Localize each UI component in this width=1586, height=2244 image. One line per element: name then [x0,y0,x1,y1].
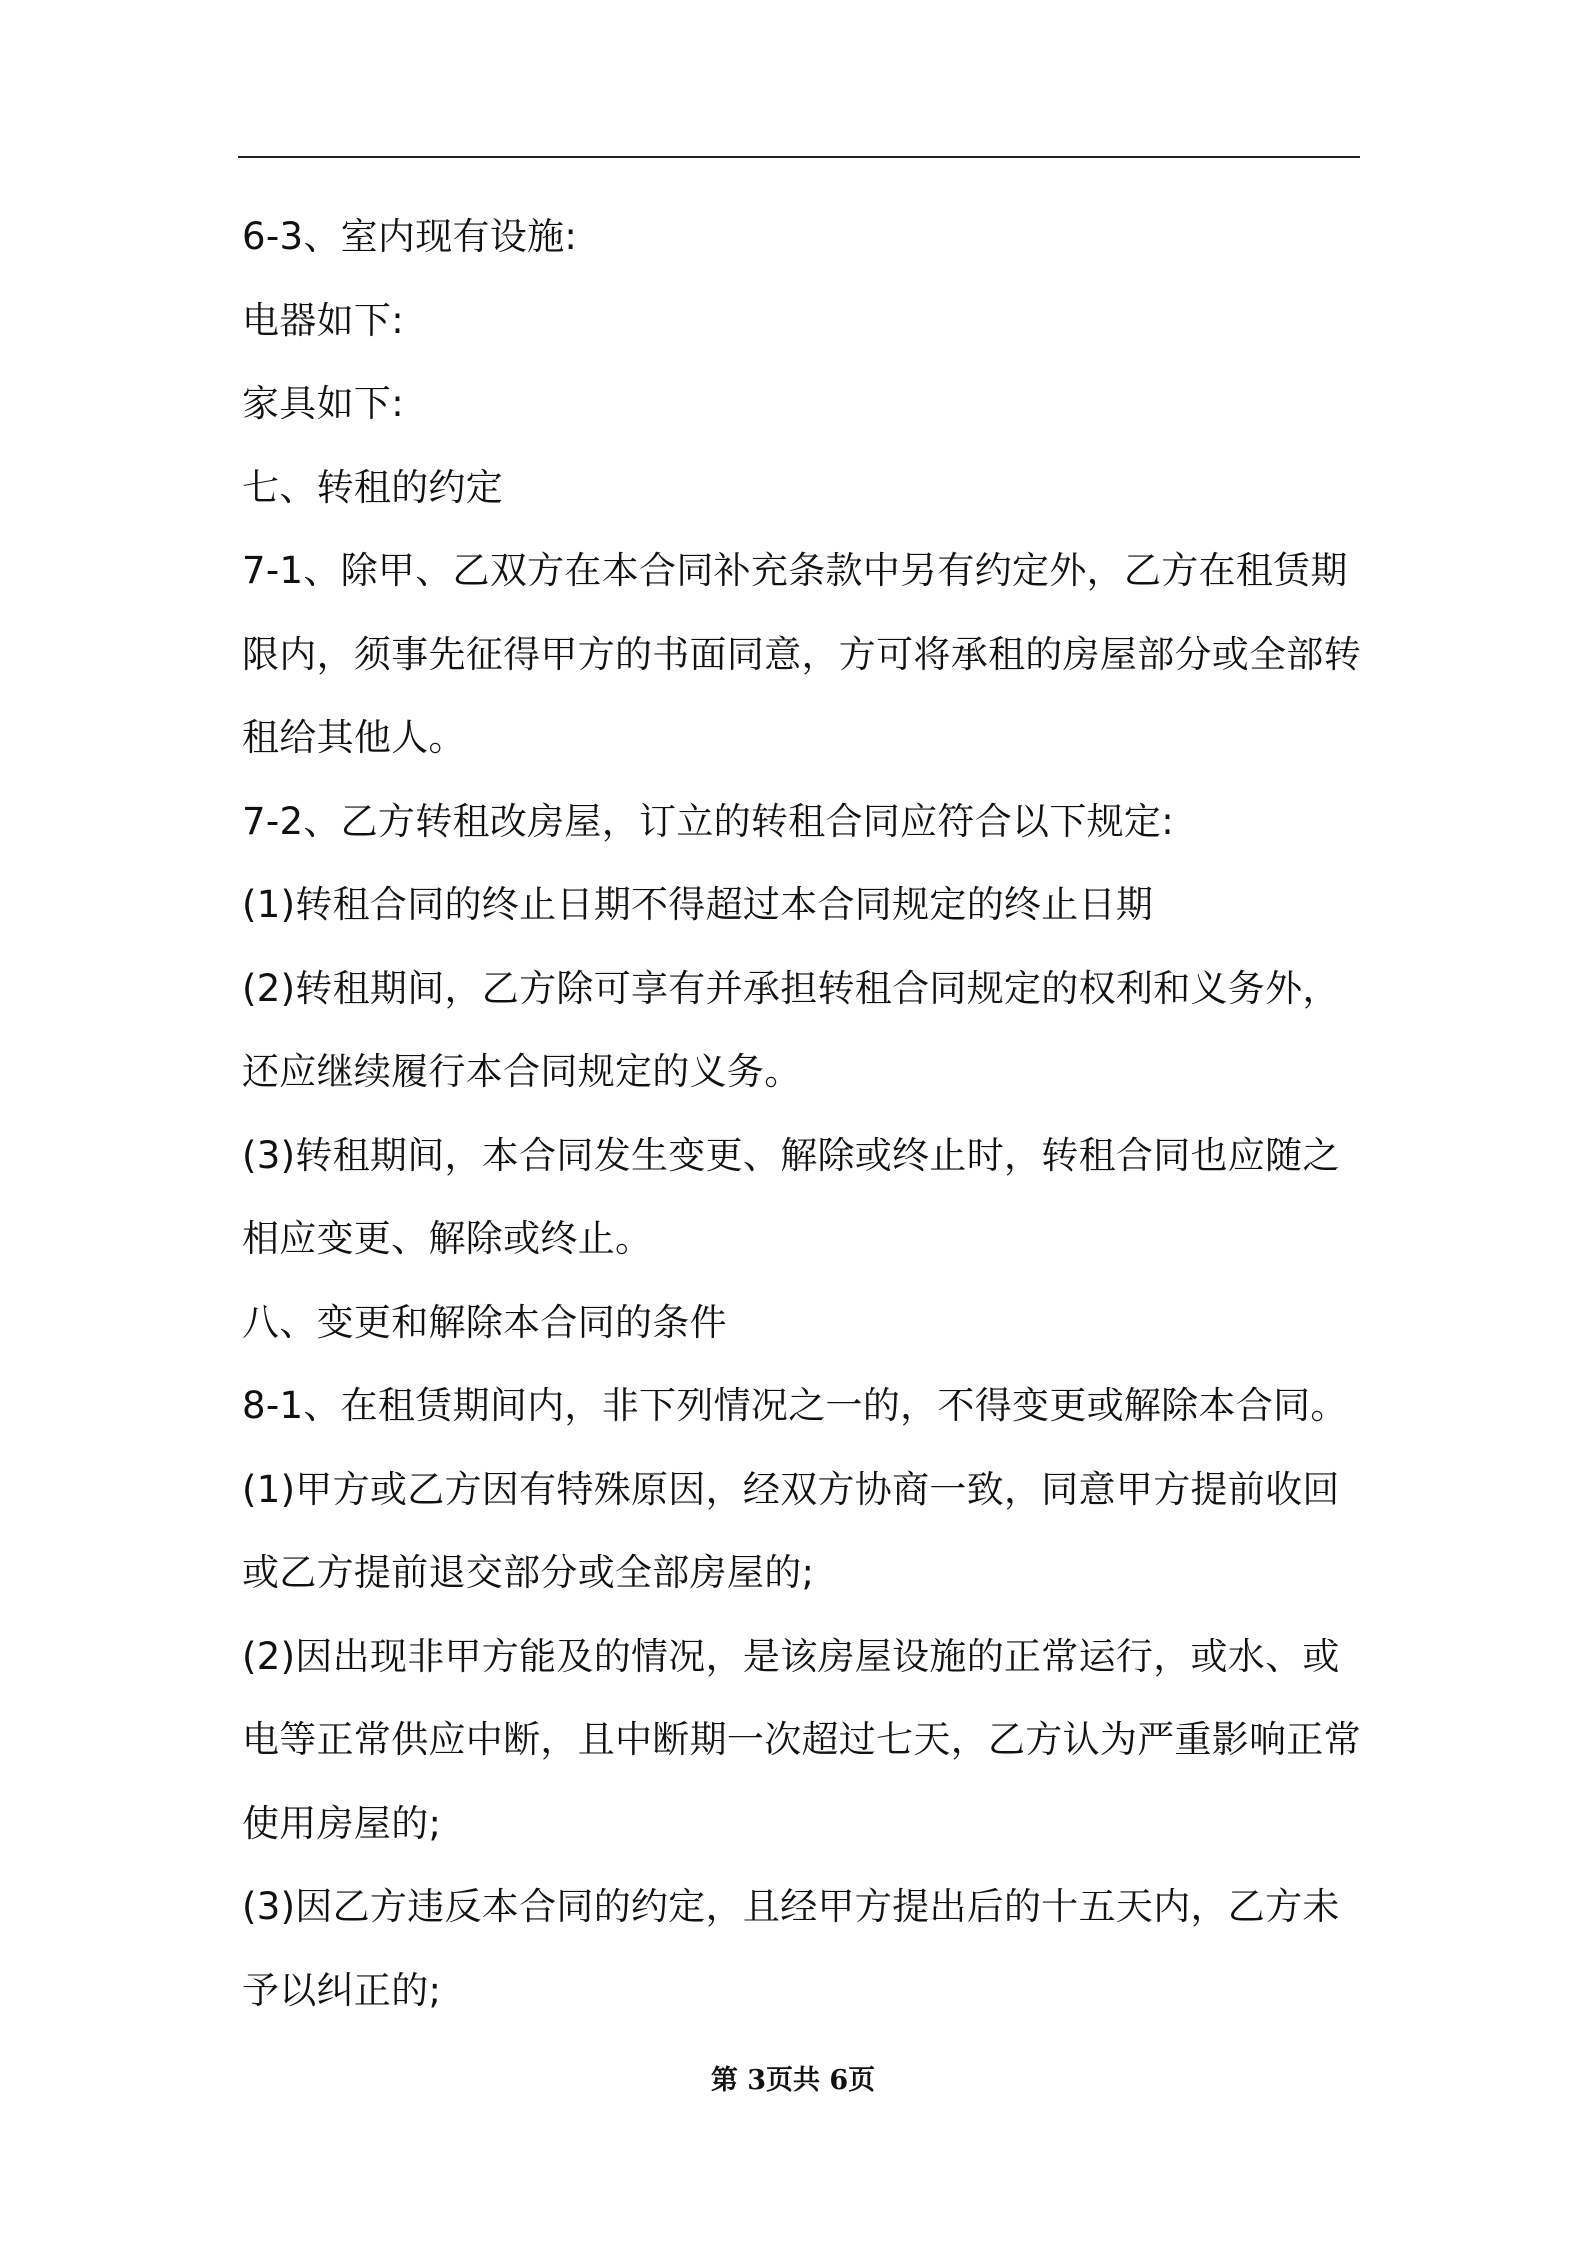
clause-8-1-item-3-line-2: 予以纠正的; [242,1968,442,2012]
clause-7-1-line-1: 7-1、除甲、乙双方在本合同补充条款中另有约定外，乙方在租赁期 [242,549,1348,592]
page-number: 第 3页共 6页 [710,2065,876,2096]
clause-7-2-item-3-line-2: 相应变更、解除或终止。 [242,1217,653,1260]
appliances-line: 电器如下: [242,298,404,342]
document-body [242,195,1364,2032]
clause-8-1-line-1: 8-1、在租赁期间内，非下列情况之一的，不得变更或解除本合同。 [242,1384,1348,1427]
clause-8-1-item-2-line-1: (2)因出现非甲方能及的情况，是该房屋设施的正常运行，或水、或 [242,1634,1340,1678]
clause-8-1-item-2-line-3: 使用房屋的; [242,1801,442,1845]
clause-7-2-item-1: (1)转租合同的终止日期不得超过本合同规定的终止日期 [242,883,1154,926]
clause-7-2-item-2-line-1: (2)转租期间，乙方除可享有并承担转租合同规定的权利和义务外， [242,966,1340,1010]
clause-8-1-item-1-line-1: (1)甲方或乙方因有特殊原因，经双方协商一致，同意甲方提前收回 [242,1467,1340,1511]
furniture-line: 家具如下: [242,382,404,425]
clause-8-1-item-3-line-1: (3)因乙方违反本合同的约定，且经甲方提出后的十五天内，乙方未 [242,1885,1340,1928]
clause-7-2-line-1: 7-2、乙方转租改房屋，订立的转租合同应符合以下规定: [242,799,1174,843]
clause-7-1-line-2: 限内，须事先征得甲方的书面同意，方可将承租的房屋部分或全部转 [242,632,1361,676]
section-7-heading: 七、转租的约定 [242,465,504,509]
clause-7-2-item-2-line-2: 还应继续履行本合同规定的义务。 [242,1050,802,1093]
clause-8-1-item-2-line-2: 电等正常供应中断，且中断期一次超过七天，乙方认为严重影响正常 [242,1718,1361,1761]
section-8-heading: 八、变更和解除本合同的条件 [242,1300,727,1344]
clause-8-1-item-1-line-2: 或乙方提前退交部分或全部房屋的; [242,1551,815,1594]
clause-7-1-line-3: 租给其他人。 [242,716,466,759]
section-6-3-heading: 6-3、室内现有设施: [242,215,578,258]
clause-7-2-item-3-line-1: (3)转租期间，本合同发生变更、解除或终止时，转租合同也应随之 [242,1133,1340,1177]
header-divider [238,156,1360,158]
